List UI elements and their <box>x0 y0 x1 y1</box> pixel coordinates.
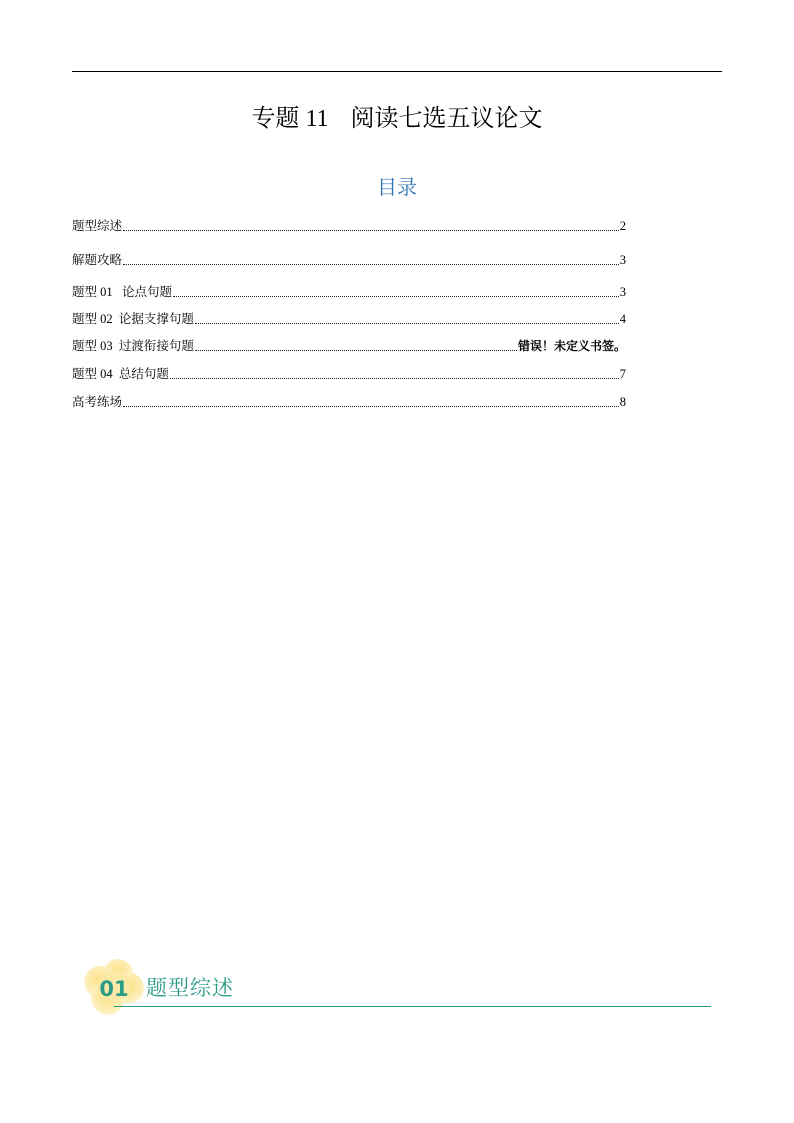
section-underline <box>114 1006 711 1007</box>
toc-leader-dots <box>123 230 619 231</box>
toc-entry-label: 高考练场 <box>72 395 123 409</box>
toc-entry-label: 题型 03 过渡衔接句题 <box>72 339 194 353</box>
title-text: 阅读七选五议论文 <box>350 104 543 132</box>
toc-leader-dots <box>123 406 619 407</box>
section-number: 01 <box>99 977 129 1001</box>
toc-leader-dots <box>195 350 517 351</box>
toc-leader-dots <box>195 323 619 324</box>
toc-entry-type-02[interactable] <box>72 310 626 328</box>
toc-entry-page-error: 错误！未定义书签。 <box>517 339 626 353</box>
toc-entry-label: 题型综述 <box>72 219 123 233</box>
section-title: 题型综述 <box>146 976 234 1000</box>
toc-entry-label: 题型 02 论据支撑句题 <box>72 312 194 326</box>
title-prefix: 专题 <box>251 104 300 132</box>
toc-entry-label: 题型 04 总结句题 <box>72 367 169 381</box>
toc-entry-type-01[interactable] <box>72 283 626 301</box>
document-title <box>0 102 794 135</box>
toc-entry-overview[interactable] <box>72 217 626 235</box>
title-number: 11 <box>305 106 329 132</box>
toc-entry-type-04[interactable] <box>72 365 626 383</box>
toc-entry-strategy[interactable] <box>72 251 626 269</box>
toc-entry-type-03[interactable] <box>72 337 626 355</box>
toc-leader-dots <box>173 296 619 297</box>
toc-entry-practice[interactable] <box>72 393 626 411</box>
toc-entry-page: 3 <box>619 253 626 267</box>
toc-entry-page: 4 <box>619 312 626 326</box>
toc-heading: 目录 <box>377 175 417 199</box>
toc-entry-label: 解题攻略 <box>72 253 123 267</box>
toc-entry-page: 3 <box>619 285 626 299</box>
toc-leader-dots <box>123 264 619 265</box>
toc-entry-page: 8 <box>619 395 626 409</box>
toc-entry-label: 题型 01 论点句题 <box>72 285 173 299</box>
toc-entry-page: 7 <box>619 367 626 381</box>
toc-entry-page: 2 <box>619 219 626 233</box>
top-rule <box>72 71 722 72</box>
toc-leader-dots <box>170 378 619 379</box>
